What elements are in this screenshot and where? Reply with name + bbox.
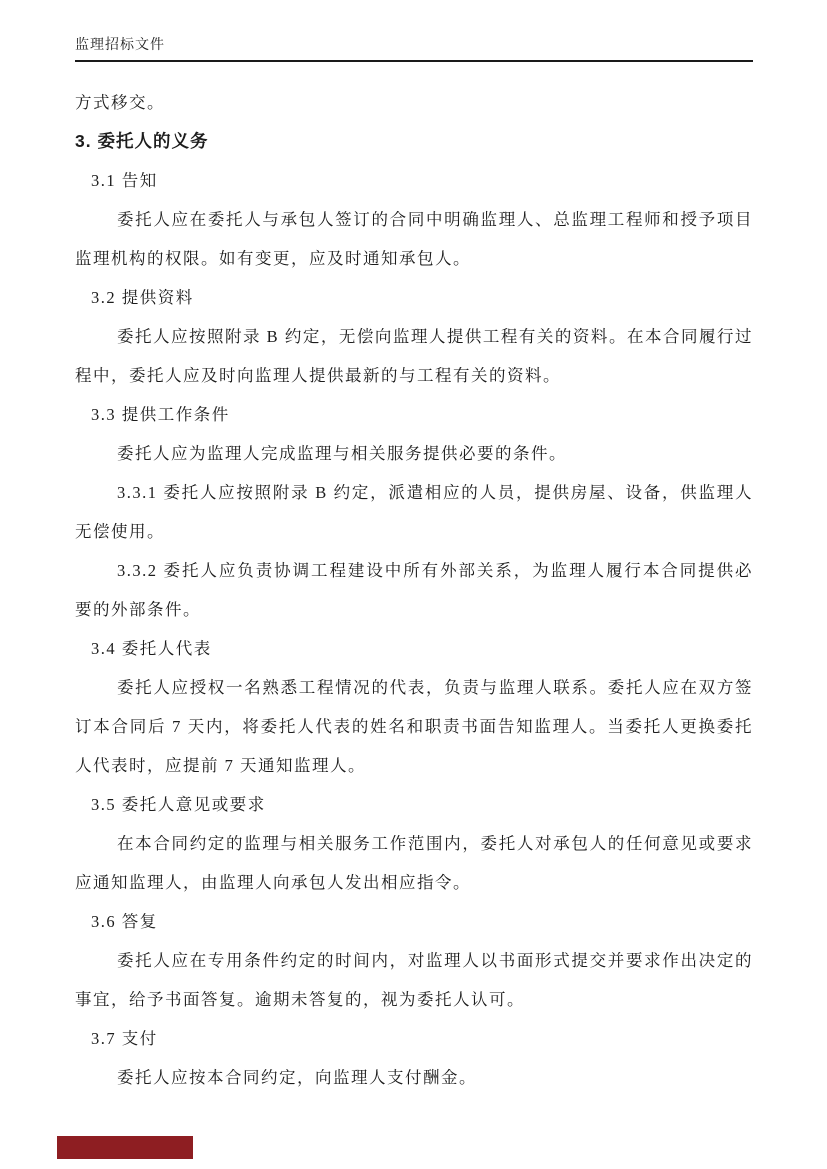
page-header (75, 34, 753, 62)
paragraph-3-1: 委托人应在委托人与承包人签订的合同中明确监理人、总监理工程师和授予项目监理机构的权限。如有变更，应及时通知承包人。 (75, 210, 753, 268)
subsection-heading-3-7: 3.7 支付 (91, 1029, 158, 1048)
section-heading: 3. 委托人的义务 (75, 131, 209, 151)
redaction-bar (57, 1136, 193, 1159)
subsection-heading-3-2: 3.2 提供资料 (91, 288, 194, 307)
paragraph-3-4: 委托人应授权一名熟悉工程情况的代表，负责与监理人联系。委托人应在双方签订本合同后 7 天内，将委托人代表的姓名和职责书面告知监理人。当委托人更换委托人代表时，应提前 7 天通知监理人。 (75, 678, 753, 775)
paragraph-3-5: 在本合同约定的监理与相关服务工作范围内，委托人对承包人的任何意见或要求应通知监理人，由监理人向承包人发出相应指令。 (75, 834, 753, 892)
paragraph-3-3-2: 3.3.2 委托人应负责协调工程建设中所有外部关系，为监理人履行本合同提供必要的外部条件。 (75, 561, 753, 619)
paragraph-3-6: 委托人应在专用条件约定的时间内，对监理人以书面形式提交并要求作出决定的事宜，给予书面答复。逾期未答复的，视为委托人认可。 (75, 951, 753, 1009)
subsection-heading-3-1: 3.1 告知 (91, 171, 158, 190)
paragraph-3-2: 委托人应按照附录 B 约定，无偿向监理人提供工程有关的资料。在本合同履行过程中，委托人应及时向监理人提供最新的与工程有关的资料。 (75, 327, 753, 385)
subsection-heading-3-5: 3.5 委托人意见或要求 (91, 795, 266, 814)
paragraph-3-7: 委托人应按本合同约定，向监理人支付酬金。 (117, 1068, 477, 1087)
subsection-heading-3-6: 3.6 答复 (91, 912, 158, 931)
subsection-heading-3-4: 3.4 委托人代表 (91, 639, 212, 658)
paragraph-3-3: 委托人应为监理人完成监理与相关服务提供必要的条件。 (117, 444, 567, 463)
header-title: 监理招标文件 (75, 38, 165, 53)
subsection-heading-3-3: 3.3 提供工作条件 (91, 405, 230, 424)
paragraph-3-3-1: 3.3.1 委托人应按照附录 B 约定，派遣相应的人员，提供房屋、设备，供监理人无偿使用。 (75, 483, 753, 541)
document-body (75, 83, 753, 1097)
paragraph-continuation: 方式移交。 (75, 93, 165, 112)
